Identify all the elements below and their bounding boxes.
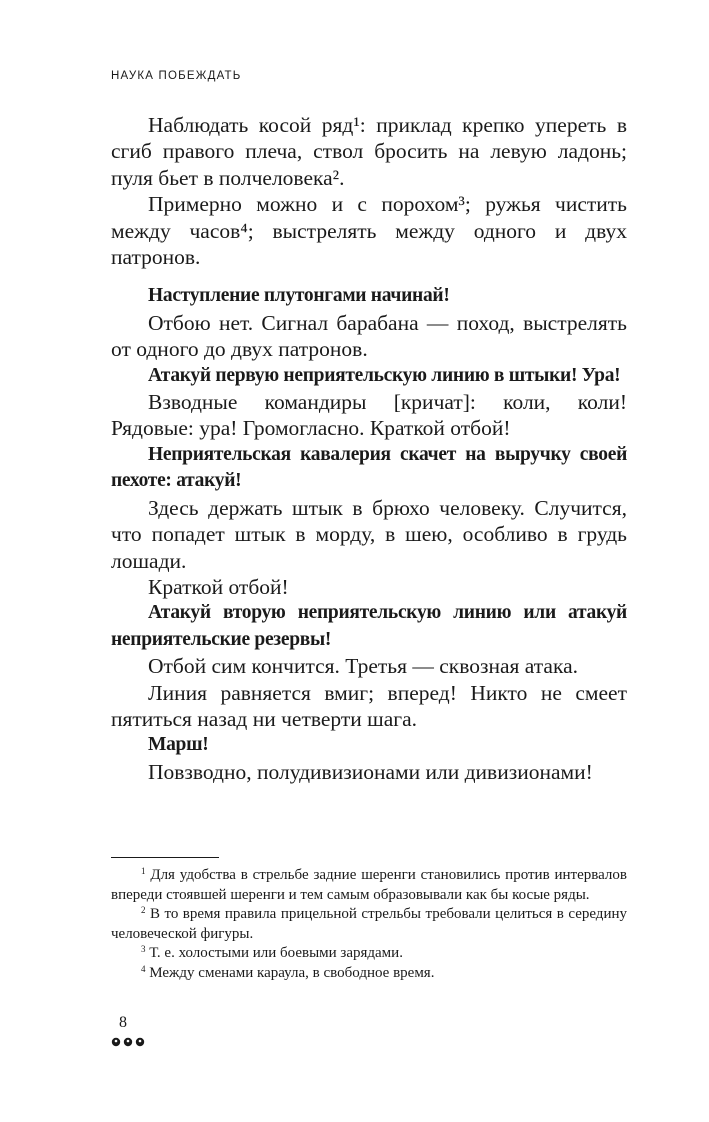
footnote-text: В то время правила прицельной стрельбы требовали целиться в середину человеческой фигуры. — [111, 906, 627, 942]
paragraph: Примерно можно и с порохом³; ружья чистить между часов⁴; выстрелять между одного и двух патронов. — [111, 192, 627, 270]
footnote-mark: 2 — [141, 905, 146, 916]
paragraph: Отбою нет. Сигнал барабана — поход, выстрелять от одного до двух патронов. — [111, 310, 627, 362]
page-number: 8 — [119, 1014, 127, 1031]
footnote-mark: 4 — [141, 963, 146, 974]
paragraph: Отбой сим кончится. Третья — сквозная атака. — [148, 654, 579, 679]
footnote — [111, 866, 627, 905]
paragraph: Краткой отбой! — [148, 574, 289, 599]
paragraph: Линия равняется вмиг; вперед! Никто не смеет пятиться назад ни четверти шага. — [111, 680, 627, 731]
main-text — [111, 112, 627, 785]
command-heading: Марш! — [148, 734, 209, 756]
command-heading: Атакуй первую неприятельскую линию в штыки! Ура! — [148, 364, 621, 386]
footnote — [111, 944, 627, 964]
footnote-text: Между сменами караула, в свободное время. — [149, 964, 435, 981]
paragraph: Здесь держать штык в брюхо человеку. Случится, что попадет штык в морду, в шею, особливо в грудь лошади. — [111, 495, 627, 573]
footnote-text: Т. е. холостыми или боевыми зарядами. — [149, 945, 403, 962]
paragraph: Наблюдать косой ряд¹: приклад крепко упереть в сгиб правого плеча, ствол бросить на левую ладонь; пуля бьет в полчеловека². — [111, 113, 627, 190]
footnote-rule — [111, 857, 219, 858]
paragraph: Повзводно, полудивизионами или дивизионами! — [148, 759, 593, 784]
footnote — [111, 905, 627, 944]
command-heading: Неприятельская кавалерия скачет на выручку своей пехоте: атакуй! — [111, 443, 627, 492]
footnote-mark: 3 — [141, 944, 146, 955]
footnote — [111, 964, 627, 984]
ornament-icon — [111, 1036, 145, 1048]
paragraph: Взводные командиры [кричат]: коли, коли! Рядовые: ура! Громогласно. Краткой отбой! — [111, 390, 627, 441]
command-heading: Атакуй вторую неприятельскую линию или атакуй неприятельские резервы! — [111, 602, 627, 650]
running-header: НАУКА ПОБЕЖДАТЬ — [111, 70, 242, 82]
footnotes — [111, 866, 627, 984]
footnote-mark: 1 — [141, 866, 146, 876]
command-heading: Наступление плутонгами начинай! — [148, 285, 450, 307]
footnote-text: Для удобства в стрельбе задние шеренги становились против интервалов впереди стоявшей шеренги и тем самым образовывали как бы косые ряды. — [111, 867, 628, 903]
